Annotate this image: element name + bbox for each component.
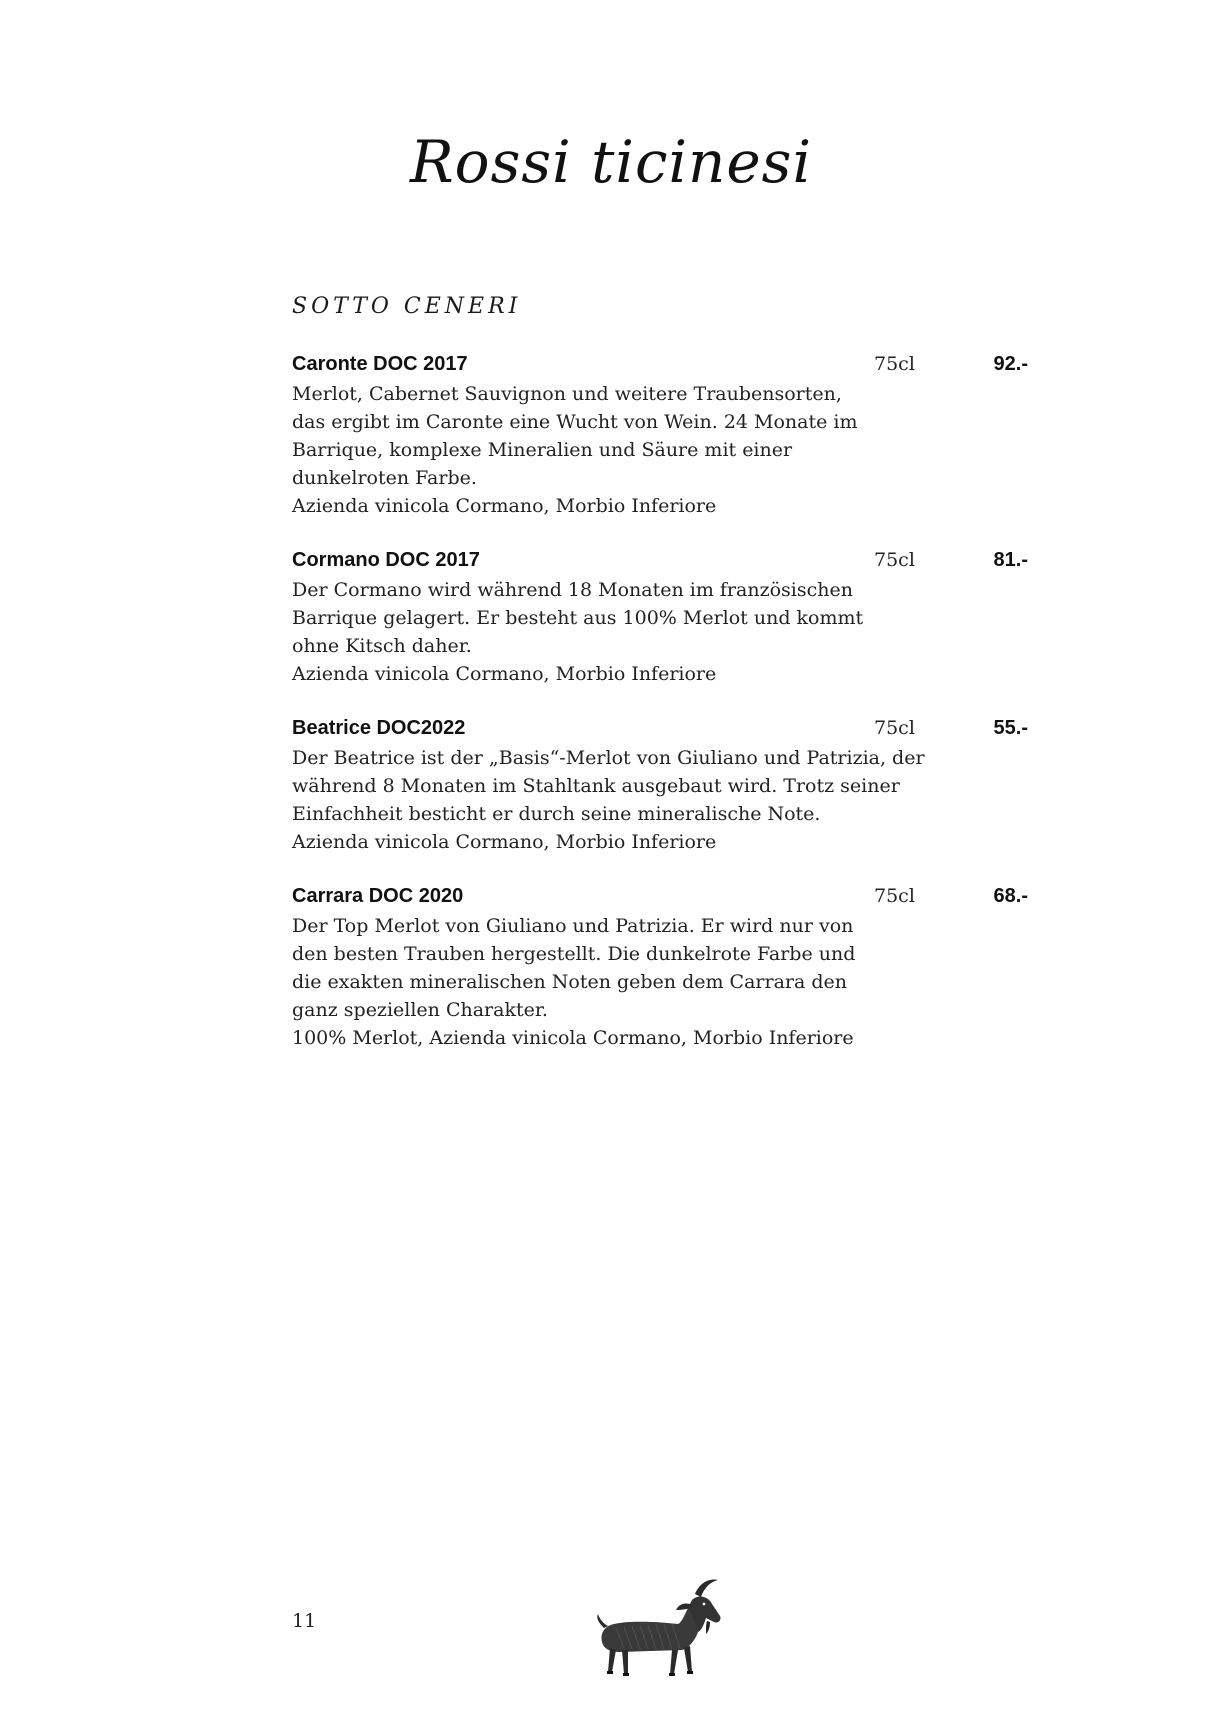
wine-entry-cormano: [292, 546, 1032, 688]
description-line: das ergibt im Caronte eine Wucht von Wein. 24 Monate im: [292, 411, 858, 433]
description-line: Merlot, Cabernet Sauvignon und weitere Traubensorten,: [292, 383, 842, 405]
section-heading: SOTTO CENERI: [292, 294, 522, 319]
description-line: Der Beatrice ist der „Basis“-Merlot von Giuliano und Patrizia, der: [292, 747, 925, 769]
wine-volume: 75cl: [874, 885, 915, 907]
wine-price: 92.-: [993, 353, 1028, 375]
producer-line: 100% Merlot, Azienda vinicola Cormano, Morbio Inferiore: [292, 1027, 854, 1049]
wine-price: 81.-: [993, 549, 1028, 571]
wine-volume: 75cl: [874, 549, 915, 571]
wine-volume: 75cl: [874, 717, 915, 739]
description-line: die exakten mineralischen Noten geben dem Carrara den: [292, 971, 847, 993]
description-line: während 8 Monaten im Stahltank ausgebaut wird. Trotz seiner: [292, 775, 900, 797]
page-number: 11: [292, 1610, 317, 1632]
description-line: Barrique, komplexe Mineralien und Säure mit einer: [292, 439, 793, 461]
description-line: ohne Kitsch daher.: [292, 635, 472, 657]
producer-line: Azienda vinicola Cormano, Morbio Inferiore: [292, 495, 717, 517]
producer-line: Azienda vinicola Cormano, Morbio Inferiore: [292, 831, 717, 853]
wine-name: Carrara DOC 2020: [292, 885, 464, 907]
wine-price: 55.-: [993, 717, 1028, 739]
wine-name: Cormano DOC 2017: [292, 549, 480, 571]
wine-entry-beatrice: [292, 714, 1032, 856]
wine-description: [292, 380, 942, 520]
wine-name: Beatrice DOC2022: [292, 717, 466, 739]
wine-entry-carrara: [292, 882, 1032, 1052]
description-line: den besten Trauben hergestellt. Die dunkelrote Farbe und: [292, 943, 856, 965]
description-line: Der Cormano wird während 18 Monaten im französischen: [292, 579, 853, 601]
wine-description: [292, 576, 942, 688]
wine-name: Caronte DOC 2017: [292, 353, 468, 375]
wine-description: [292, 912, 942, 1052]
wine-description: [292, 744, 982, 856]
page-title: Rossi ticinesi: [410, 128, 812, 196]
description-line: Barrique gelagert. Er besteht aus 100% Merlot und kommt: [292, 607, 864, 629]
description-line: Der Top Merlot von Giuliano und Patrizia. Er wird nur von: [292, 915, 854, 937]
description-line: ganz speziellen Charakter.: [292, 999, 548, 1021]
description-line: Einfachheit besticht er durch seine mineralische Note.: [292, 803, 821, 825]
goat-illustration-icon: [592, 1572, 732, 1682]
producer-line: Azienda vinicola Cormano, Morbio Inferiore: [292, 663, 717, 685]
wine-entry-caronte: [292, 350, 1032, 520]
wine-volume: 75cl: [874, 353, 915, 375]
wine-price: 68.-: [993, 885, 1028, 907]
description-line: dunkelroten Farbe.: [292, 467, 477, 489]
